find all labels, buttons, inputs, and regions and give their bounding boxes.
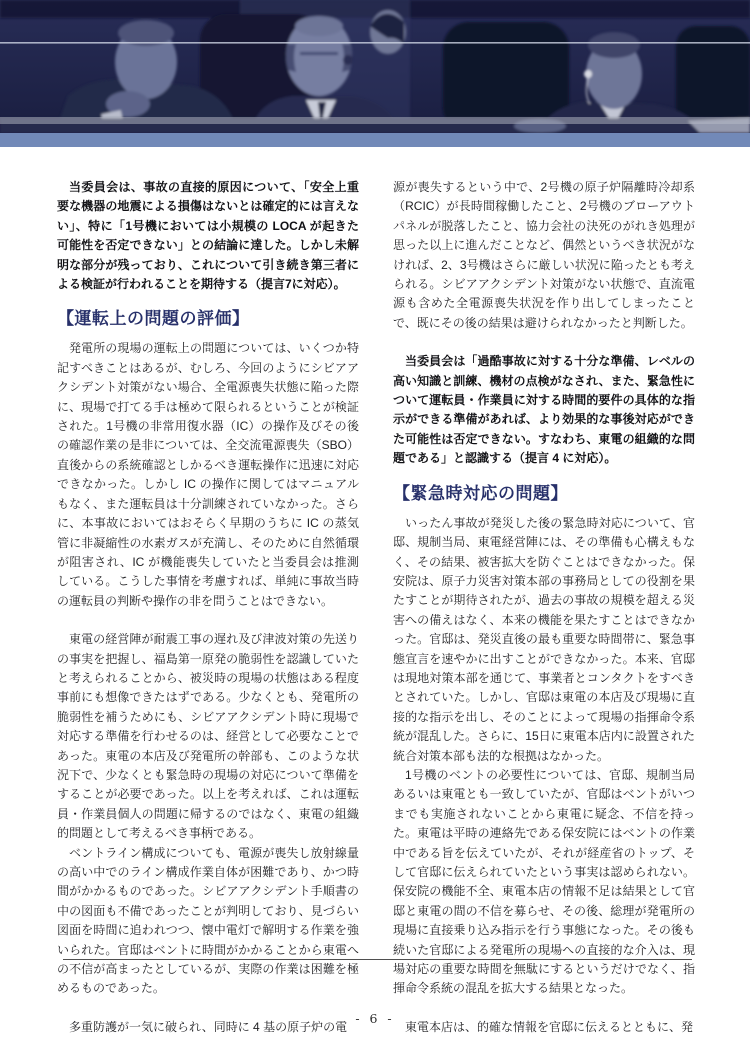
page-number: - 6 - <box>355 1011 395 1026</box>
paragraph-plant-operation: 発電所の現場の運転上の問題については、いくつか特記すべきことはあるが、むしろ、今回のようにシビアアクシデント対策がない場合、全電源喪失状態に陥った際に、現場で打てる手は極めて限られるということが検証された。1号機の非常用復水器（IC）の操作及びその後の確認作業の是非については、全交流電源喪失（SBO）直後からの系統確認としかるべき運転操作に迅速に対応できなかった。しかし IC の操作に関してはマニュアルもなく、また運転員は十分訓練されていなかった。さらに、本事故においてはおそらく早期のうちに IC の蒸気管に非凝縮性の水素ガスが充満し、そのために自然循環が阻害され、IC が機能喪失していたと当委員会は推測している。こうした事情を考慮すれば、単純に事故当時の運転員の判断や操作の非を問うことはできない。 <box>57 341 359 608</box>
page-content <box>57 178 695 1037</box>
paragraph-vent-line: ベントライン構成についても、電源が喪失し放射線量の高い中でのライン構成作業自体が困難であり、かつ時間がかかるものであった。シビアアクシデント手順書の中の図面も不備であったことが判明しており、見づらい図面を時間に追われつつ、懐中電灯で解明する作業を強いられた。官邸はベントに時間がかかることから東電への不信が高まったとしているが、実際の作業は困難を極めるものであった。 <box>57 845 359 996</box>
paragraph-defense-in-depth: 多重防護が一気に破られ、同時に 4 基の原子炉の電 <box>69 1019 348 1034</box>
paragraph-emergency-response: いったん事故が発災した後の緊急時対応について、官邸、規制当局、東電経営陣には、その準備も心構えもなく、その結果、被害拡大を防ぐことはできなかった。保安院は、原子力災害対策本部の事務局としての役割を果たすことが期待されたが、過去の事故の規模を超える災害への備えはなく、本来の機能を果たすことはできなかった。官邸は、発災直後の最も重要な時間帯に、緊急事態宣言を速やかに出すことができなかった。本来、官邸は現地対策本部を通じて、事業者とコンタクトをすべきとされていた。しかし、官邸は東電の本店及び現場に直接的な指示を出し、そのことによって現場の指揮命令系統が混乱した。さらに、15日に東電本店内に設置された統合対策本部も法的な根拠はなかった。 <box>393 515 695 763</box>
paragraph-vent-necessity: 1号機のベントの必要性については、官邸、規制当局あるいは東電とも一致していたが、官邸はベントがいつまでも実施されないことから東電に疑念、不信を持った。東電は平時の連絡先である保安院にはベントの作業中である旨を伝えていたが、それが経産省のトップ、そして官邸に伝えられていたという事実は認められない。保安院の機能不全、東電本店の情報不足は結果として官邸と東電の間の不信を募らせ、その後、総理が発電所の現場に直接乗り込み指示を行う事態になった。その後も続いた官邸による発電所の現場への直接的な介入は、現場対応の重要な時間を無駄にするというだけでなく、指揮命令系統の混乱を拡大する結果となった。 <box>393 767 695 996</box>
paragraph-tepco-management: 東電の経営陣が耐震工事の遅れ及び津波対策の先送りの事実を把握し、福島第一原発の脆弱性を認識していたと考えられることから、被災時の現場の状態はある程度事前にも想像できたはずである。少なくとも、発電所の脆弱性を補うためにも、シビアアクシデント時に現場で対応する準備を行わせるのは、経営として必要なことであった。東電の本店及び発電所の幹部も、このような状況下で、少なくとも緊急時の現場の対応について準備をすることが必要であった。以上を考えれば、これは運転員・作業員個人の問題に帰するのではなく、東電の組織的問題として考えるべき事柄である。 <box>57 632 359 841</box>
header-accent-band <box>0 133 750 147</box>
committee-photo-illustration <box>0 0 750 133</box>
lead-paragraph-commission-recognition: 当委員会は「過酷事故に対する十分な準備、レベルの高い知識と訓練、機材の点検がなされ、また、緊急性について運転員・作業員に対する時間的要件の具体的な指示ができる準備があれば、より効果的な事後対応ができた可能性は否定できない。すなわち、東電の組織的な問題である」と認識する（提言 4 に対応）。 <box>393 354 695 466</box>
footer-divider <box>63 959 692 960</box>
right-column <box>393 178 695 1037</box>
photo-highlight-line <box>0 42 750 44</box>
paragraph-tepco-head-office: 東電本店は、的確な情報を官邸に伝えるとともに、発 <box>405 1019 694 1034</box>
left-column <box>57 178 359 1037</box>
lead-paragraph-direct-cause: 当委員会は、事故の直接的原因について、「安全上重要な機器の地震による損傷はないとは確定的には言えない」、特に「1号機においては小規模の LOCA が起きた可能性を否定できない」との結論に達した。しかし未解明な部分が残っており、これについて引き続き第三者による検証が行われることを期待する（提言7に対応）。 <box>57 180 359 292</box>
paragraph-power-loss-continuation: 源が喪失するという中で、2号機の原子炉隔離時冷却系（RCIC）が長時間稼働したこと、2号機のブローアウトパネルが脱落したこと、協力会社の決死のがれき処理が思った以上に進んだことなど、偶然というべき状況がなければ、2、3号機はさらに厳しい状況に陥ったとも考えられる。シビアアクシデント対策がない状態で、直流電源も含めた全電源喪失状況を作り出してしまったことで、既にその後の結果は避けられなかったと判断した。 <box>393 180 695 330</box>
section-heading-emergency-response: 【緊急時対応の問題】 <box>393 483 568 503</box>
photo-lower-stripe <box>0 117 750 124</box>
header <box>0 0 750 147</box>
section-heading-operational-issues: 【運転上の問題の評価】 <box>57 309 250 329</box>
